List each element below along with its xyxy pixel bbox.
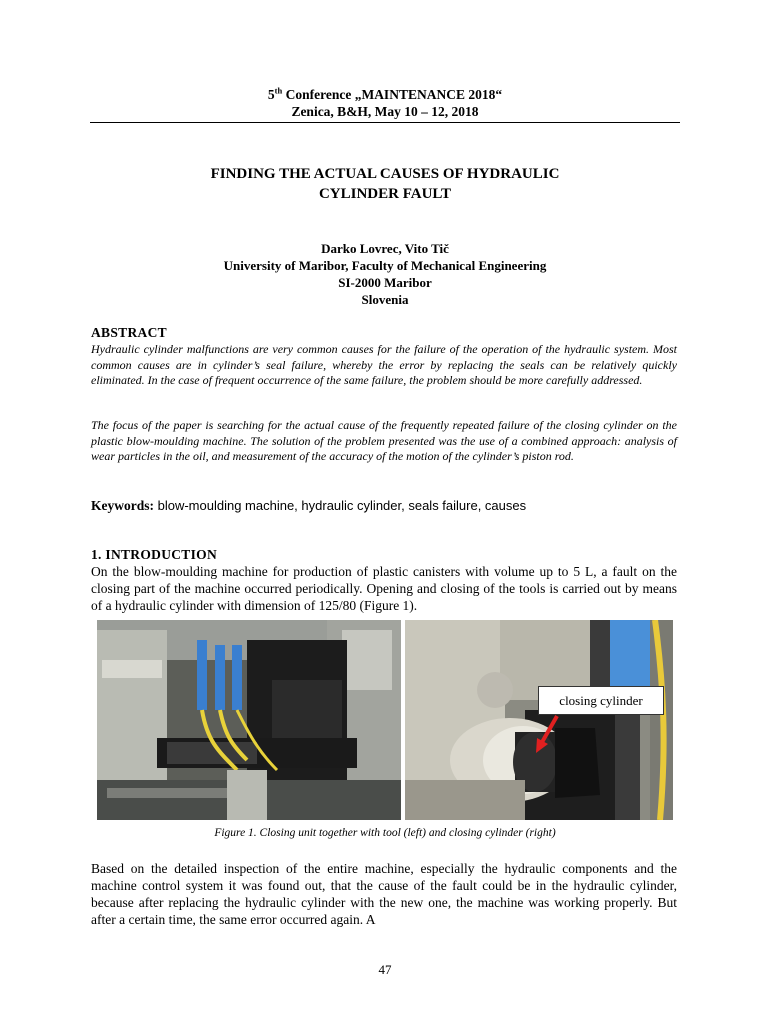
conference-ordinal: th <box>274 85 283 96</box>
keywords-label: Keywords: <box>91 498 154 513</box>
keywords <box>91 497 677 514</box>
conference-header <box>90 86 680 120</box>
figure-photo-closing-cylinder <box>405 620 673 820</box>
figure-caption: Figure 1. Closing unit together with tool (left) and closing cylinder (right) <box>214 827 556 839</box>
section-heading-introduction: 1. INTRODUCTION <box>91 547 218 562</box>
author-affiliation: University of Maribor, Faculty of Mechanical Engineering <box>223 258 547 273</box>
closing-unit-illustration <box>97 620 401 820</box>
paper-title <box>90 164 680 204</box>
abstract-heading: ABSTRACT <box>91 325 167 340</box>
figure-photo-closing-unit <box>97 620 401 820</box>
author-block <box>90 240 680 308</box>
page-number: 47 <box>378 962 392 977</box>
callout-arrow <box>405 620 673 820</box>
title-line-2: CYLINDER FAULT <box>318 186 452 202</box>
author-names: Darko Lovrec, Vito Tič <box>321 241 449 256</box>
author-postal: SI-2000 Maribor <box>338 275 432 290</box>
conference-number: 5 <box>267 87 275 102</box>
abstract-paragraph-2: The focus of the paper is searching for the actual cause of the frequently repeated failure of the closing cylinder on the plastic blow-moulding machine. The solution of the problem presented was the use of a combined approach: analysis of wear particles in the oil, and measurement of the accuracy of the motion of the cylinder’s piston rod. <box>91 418 677 464</box>
keywords-text: blow-moulding machine, hydraulic cylinder, seals failure, causes <box>154 498 527 513</box>
conference-location: Zenica, B&H, May 10 – 12, 2018 <box>291 104 479 119</box>
intro-paragraph: On the blow-moulding machine for production of plastic canisters with volume up to 5 L, a fault on the closing part of the machine occurred periodically. Opening and closing of the tools is carried out by means of a hydraulic cylinder with dimension of 125/80 (Figure 1). <box>91 564 677 613</box>
closing-cylinder-callout: closing cylinder <box>538 686 664 715</box>
conference-name: Conference „MAINTENANCE 2018“ <box>282 87 503 102</box>
header-rule <box>90 122 680 123</box>
abstract-paragraph-1: Hydraulic cylinder malfunctions are very common causes for the failure of the operation of the hydraulic system. Most common causes are in cylinder’s seal failure, whereby the error by replacing the seals can be relatively quickly eliminated. In the case of frequent occurrence of the same failure, the problem should be more carefully addressed. <box>91 342 677 388</box>
author-country: Slovenia <box>361 292 409 307</box>
body-paragraph-2: Based on the detailed inspection of the entire machine, especially the hydraulic components and the machine control system it was found out, that the cause of the fault could be in the hydraulic cylinder, because after replacing the hydraulic cylinder with the new one, the machine was working properly. But after a certain time, the same error occurred again. A <box>91 861 677 927</box>
title-line-1: FINDING THE ACTUAL CAUSES OF HYDRAULIC <box>210 166 560 182</box>
